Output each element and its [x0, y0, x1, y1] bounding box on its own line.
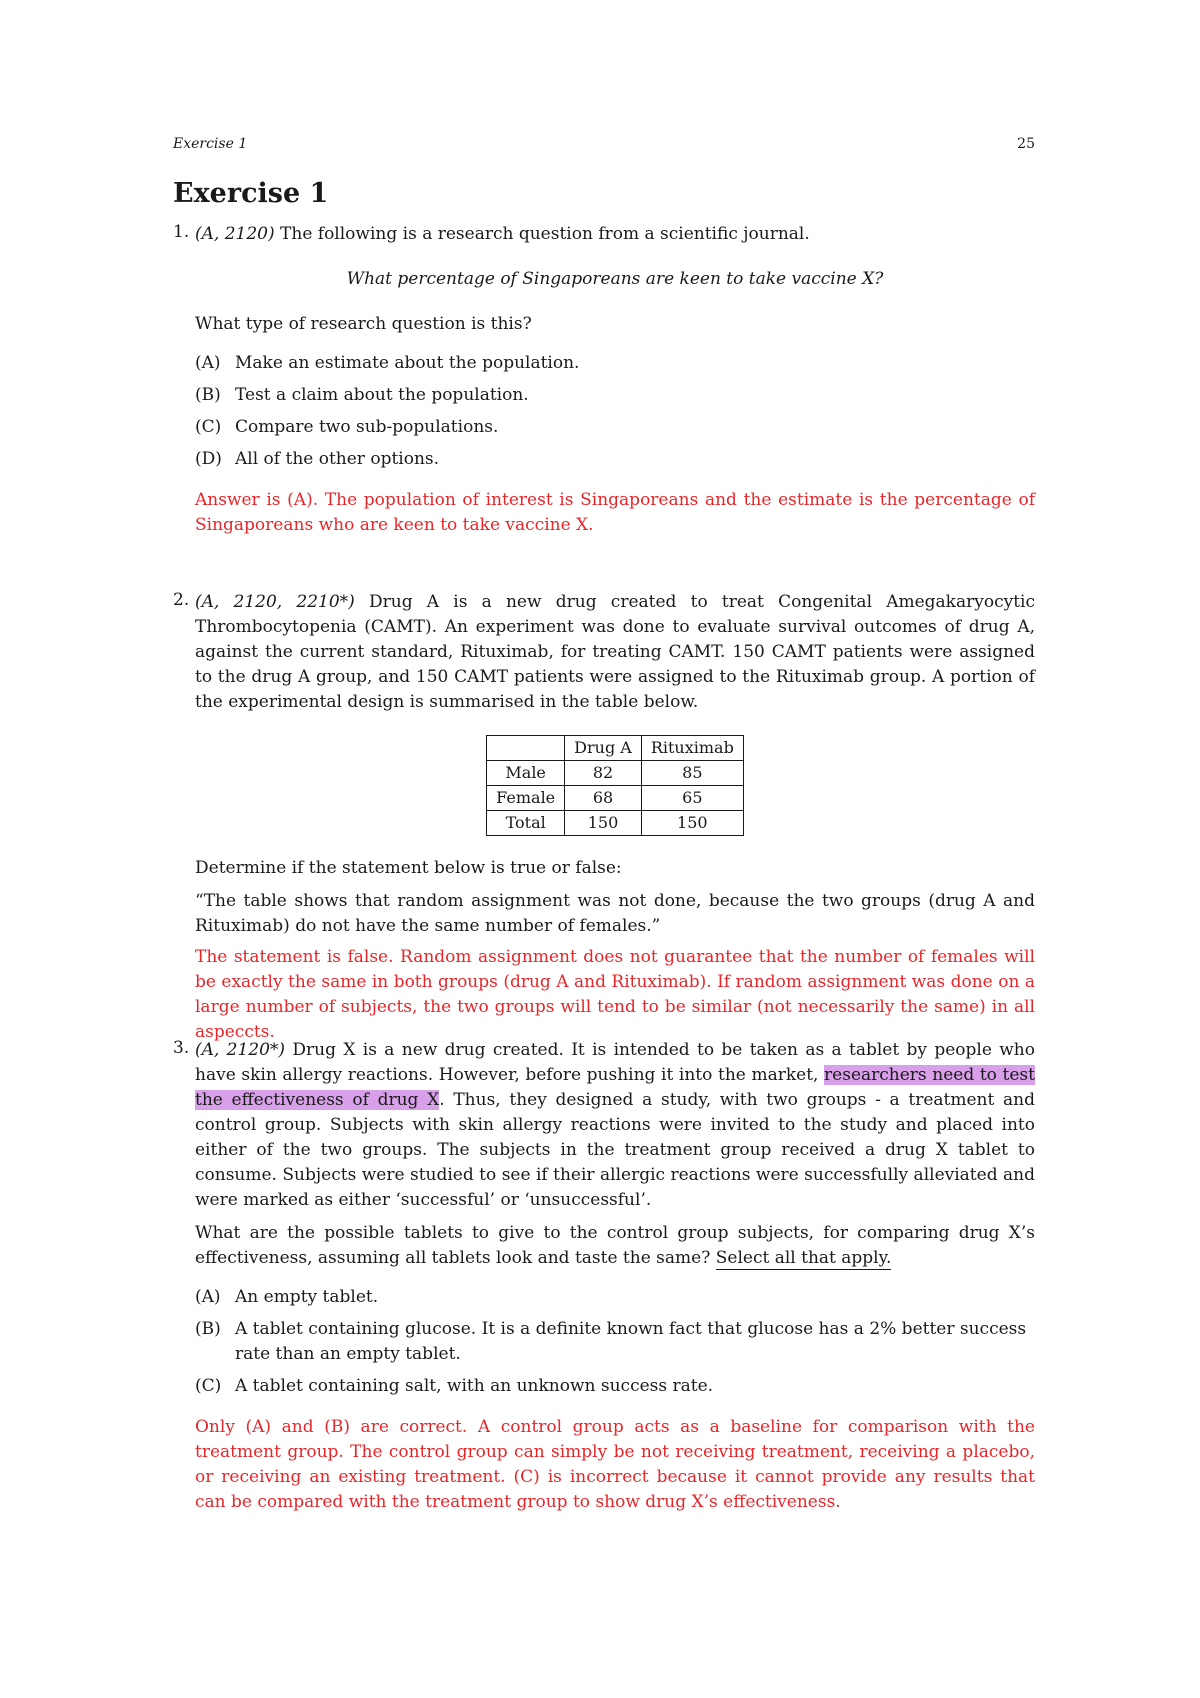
option-text: Test a claim about the population.: [235, 385, 529, 405]
option-label: (D): [195, 449, 222, 469]
table-header-cell: Rituximab: [641, 736, 743, 761]
option-label: (B): [195, 385, 221, 405]
research-question: What percentage of Singaporeans are keen to take vaccine X?: [346, 269, 884, 289]
highlighted-text: researchers need to test the effectiveness of drug X: [195, 1065, 1035, 1110]
table-cell: Female: [487, 786, 565, 811]
answer-text: The statement is false. Random assignment does not guarantee that the number of females will be exactly the same in both groups (drug A and Rituximab). If random assignment was done on a large number of subjects, the two groups will tend to be similar (not necessarily the same) in all aspeccts.: [195, 947, 1035, 1042]
question-intro: [195, 222, 1035, 247]
question-prompt: What type of research question is this?: [195, 314, 532, 334]
question-2: [173, 590, 1035, 1045]
option-c: [195, 1374, 1035, 1399]
option-label: (A): [195, 1287, 221, 1307]
question-tag: (A, 2120*): [195, 1040, 286, 1060]
question-intro: [195, 590, 1035, 715]
question-prompt: Determine if the statement below is true or false:: [195, 858, 622, 878]
options-list: [195, 1285, 1035, 1399]
prompt-text: What are the possible tablets to give to the control group subjects, for comparing drug X’s effectiveness, assuming all tablets look and taste the same?: [195, 1223, 1035, 1268]
table-cell: Male: [487, 761, 565, 786]
option-d: [195, 447, 1035, 472]
table-row: [487, 811, 744, 836]
question-number: 2.: [173, 590, 190, 610]
page-number: 25: [1017, 136, 1035, 152]
table-header-cell: [487, 736, 565, 761]
table-cell: 85: [641, 761, 743, 786]
table-cell: Total: [487, 811, 565, 836]
question-3: [173, 1038, 1035, 1515]
question-prompt: [195, 1221, 1035, 1271]
table-row: [487, 761, 744, 786]
option-text: A tablet containing glucose. It is a definite known fact that glucose has a 2% better success rate than an empty tablet.: [235, 1319, 1027, 1364]
table-cell: 150: [641, 811, 743, 836]
question-number: 3.: [173, 1038, 190, 1058]
question-tag: (A, 2120, 2210*): [195, 592, 355, 612]
option-text: All of the other options.: [235, 449, 440, 469]
answer-text: Only (A) and (B) are correct. A control group acts as a baseline for comparison with the treatment group. The control group can simply be not receiving treatment, receiving a placebo, or receiving an existing treatment. (C) is incorrect because it cannot provide any results that can be compared with the treatment group to show drug X’s effectiveness.: [195, 1417, 1035, 1512]
option-c: [195, 415, 1035, 440]
intro-text: Drug X is a new drug created. It is intended to be taken as a tablet by people who have skin allergy reactions. However, before pushing it into the market,: [195, 1040, 1035, 1085]
option-b: [195, 383, 1035, 408]
question-intro: [195, 1038, 1035, 1213]
answer-text: Answer is (A). The population of interest is Singaporeans and the estimate is the percentage of Singaporeans who are keen to take vaccine X.: [195, 490, 1035, 535]
table-row: [487, 786, 744, 811]
option-label: (B): [195, 1319, 221, 1339]
exercise-title: Exercise 1: [173, 178, 329, 209]
question-number: 1.: [173, 222, 190, 242]
intro-text: Drug A is a new drug created to treat Congenital Amegakaryocytic Thrombocytopenia (CAMT). An experiment was done to evaluate survival outcomes of drug A, against the current standard, Rituximab, for treating CAMT. 150 CAMT patients were assigned to the drug A group, and 150 CAMT patients were assigned to the Rituximab group. A portion of the experimental design is summarised in the table below.: [195, 592, 1036, 712]
table-cell: 65: [641, 786, 743, 811]
running-header: [173, 136, 1035, 152]
table-header-cell: Drug A: [565, 736, 642, 761]
table-cell: 82: [565, 761, 642, 786]
table-cell: 68: [565, 786, 642, 811]
statement-text: “The table shows that random assignment was not done, because the two groups (drug A and Rituximab) do not have the same number of females.”: [195, 891, 1035, 936]
question-1: [173, 222, 1035, 538]
option-b: [195, 1317, 1035, 1367]
option-a: [195, 1285, 1035, 1310]
options-list: [195, 351, 1035, 472]
option-label: (C): [195, 417, 222, 437]
option-label: (C): [195, 1376, 222, 1396]
option-a: [195, 351, 1035, 376]
experimental-design-table: [486, 735, 744, 836]
intro-text-continued: . Thus, they designed a study, with two groups - a treatment and control group. Subjects with skin allergy reactions were invited to the study and placed into either of the two groups. The subjects in the treatment group received a drug X tablet to consume. Subjects were studied to see if their allergic reactions were successfully alleviated and were marked as either ‘successful’ or ‘unsuccessful’.: [195, 1090, 1035, 1210]
table-cell: 150: [565, 811, 642, 836]
header-section-title: Exercise 1: [173, 136, 248, 152]
question-tag: (A, 2120): [195, 224, 275, 244]
option-text: A tablet containing salt, with an unknown success rate.: [235, 1376, 714, 1396]
option-text: Compare two sub-populations.: [235, 417, 499, 437]
select-all-emphasis: Select all that apply.: [715, 1248, 892, 1268]
option-text: Make an estimate about the population.: [235, 353, 580, 373]
intro-text: The following is a research question from a scientific journal.: [274, 224, 810, 244]
table-header-row: [487, 736, 744, 761]
option-text: An empty tablet.: [235, 1287, 379, 1307]
option-label: (A): [195, 353, 221, 373]
